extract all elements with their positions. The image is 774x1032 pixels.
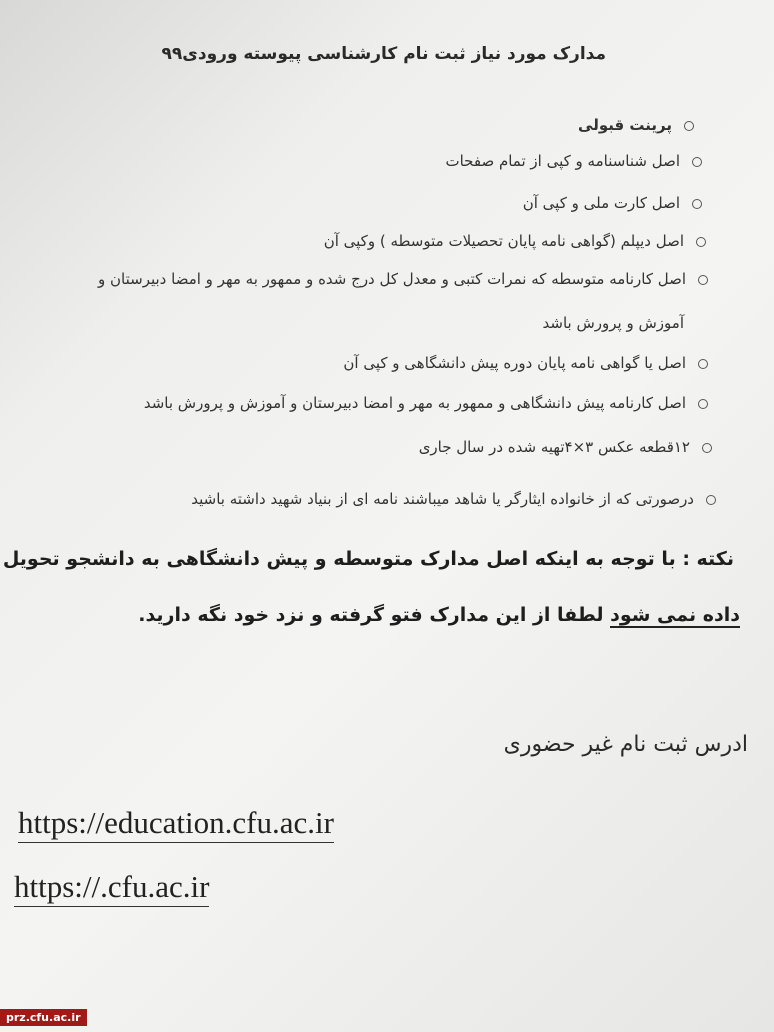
note-line-1: نکته : با توجه به اینکه اصل مدارک متوسطه و پیش دانشگاهی به دانشجو تحویل — [2, 548, 734, 570]
bullet-icon — [698, 359, 708, 369]
list-item: پرینت قبولی — [578, 116, 694, 134]
list-item: اصل کارنامه پیش دانشگاهی و ممهور به مهر و امضا دبیرستان و آموزش و پرورش باشد — [144, 394, 708, 412]
list-item: اصل یا گواهی نامه پایان دوره پیش دانشگاهی و کپی آن — [343, 354, 708, 372]
list-item: اصل کارت ملی و کپی آن — [523, 194, 702, 212]
bullet-icon — [692, 157, 702, 167]
bullet-icon — [684, 121, 694, 131]
list-item: اصل کارنامه متوسطه که نمرات کتبی و معدل کل درج شده و ممهور به مهر و امضا دبیرستان و — [98, 270, 708, 288]
list-item: اصل شناسنامه و کپی از تمام صفحات — [445, 152, 702, 170]
address-label: ادرس ثبت نام غیر حضوری — [503, 732, 748, 757]
watermark-badge: prz.cfu.ac.ir — [0, 1009, 87, 1026]
bullet-icon — [692, 199, 702, 209]
link-education-cfu[interactable]: https://education.cfu.ac.ir — [18, 806, 334, 843]
list-item: اصل دیپلم (گواهی نامه پایان تحصیلات متوسطه ) وکپی آن — [324, 232, 706, 250]
list-item-continuation: آموزش و پرورش باشد — [542, 314, 684, 332]
note-underlined-text: داده نمی شود — [610, 604, 740, 626]
list-item: درصورتی که از خانواده ایثارگر یا شاهد میباشند نامه ای از بنیاد شهید داشته باشید — [191, 490, 716, 508]
list-item: ۱۲قطعه عکس ۳×۴تهیه شده در سال جاری — [419, 438, 712, 456]
bullet-icon — [698, 275, 708, 285]
bullet-icon — [706, 495, 716, 505]
bullet-icon — [702, 443, 712, 453]
bullet-icon — [696, 237, 706, 247]
link-cfu[interactable]: https://.cfu.ac.ir — [14, 870, 209, 907]
bullet-icon — [698, 399, 708, 409]
note-line-2: داده نمی شود لطفا از این مدارک فتو گرفته و نزد خود نگه دارید. — [138, 604, 740, 626]
page-title: مدارک مورد نیاز ثبت نام کارشناسی پیوسته ورودی۹۹ — [161, 44, 606, 64]
